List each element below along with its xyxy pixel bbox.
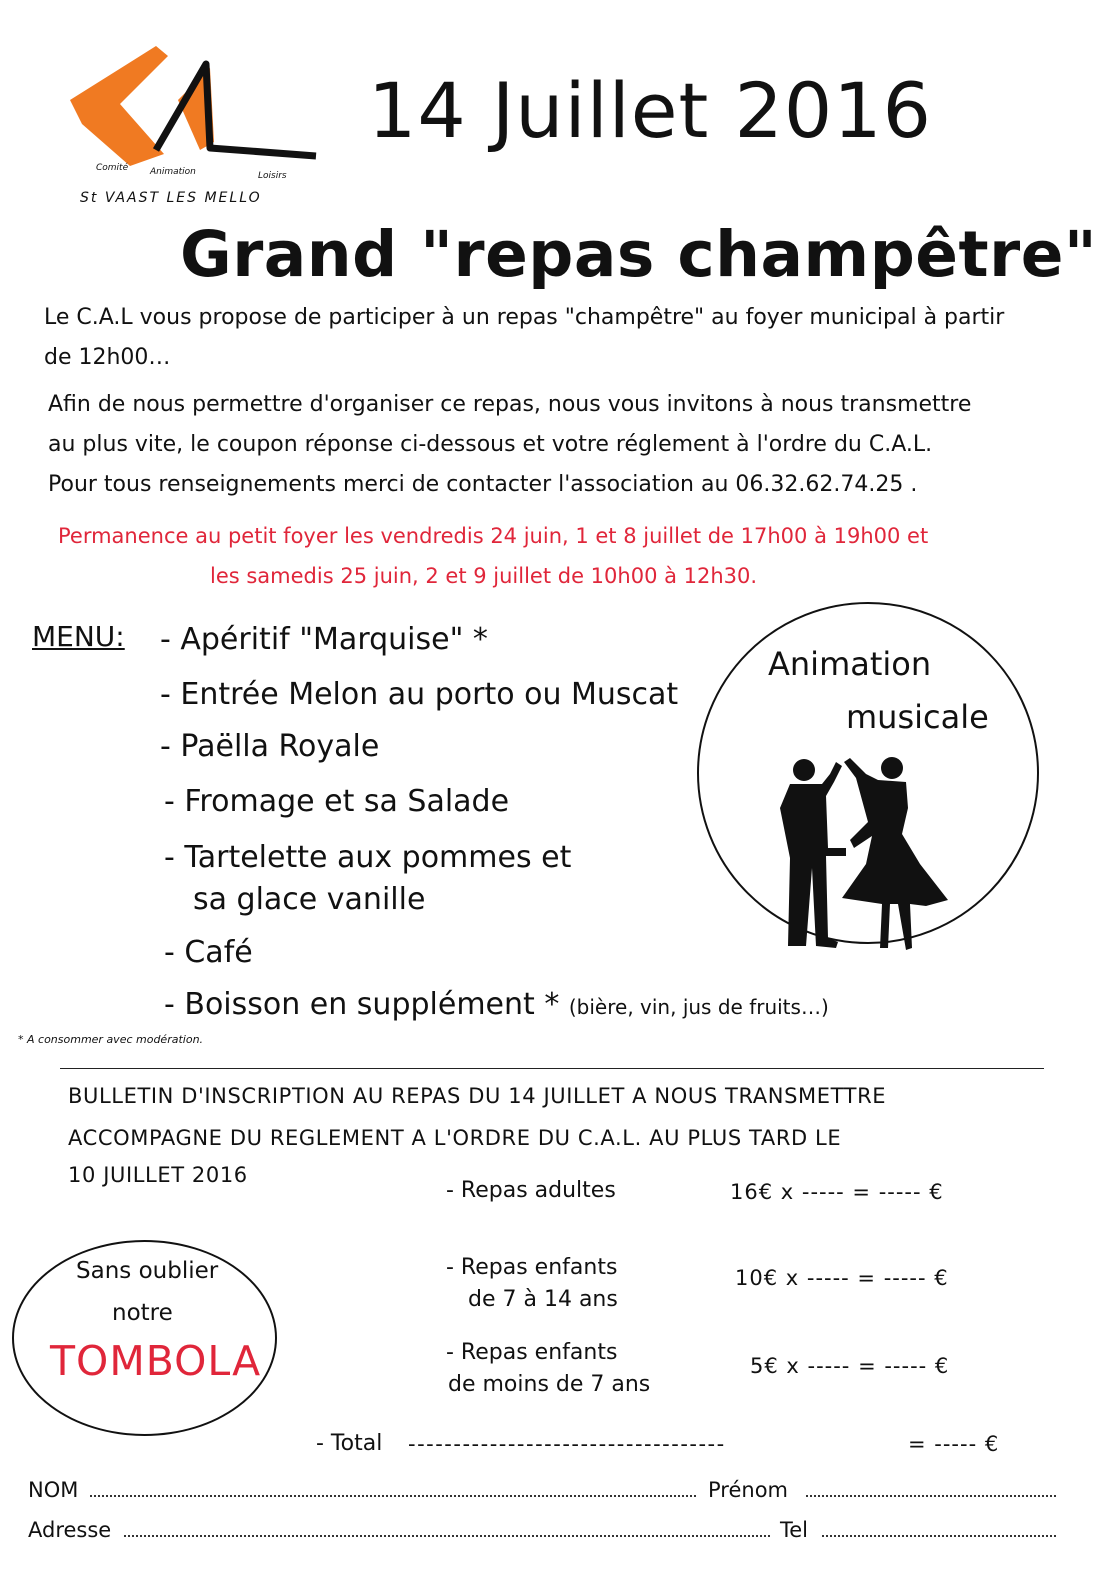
price-enfants-moins-7-age: de moins de 7 ans xyxy=(448,1372,651,1397)
menu-item-entree: - Entrée Melon au porto ou Muscat xyxy=(160,677,679,712)
price-enfants-moins-7-calc: 5€ x ----- = ----- € xyxy=(750,1354,950,1378)
tombola-line-1: Sans oublier xyxy=(76,1258,219,1284)
event-date: 14 Juillet 2016 xyxy=(368,66,932,155)
footnote: * A consommer avec modération. xyxy=(18,1033,204,1046)
boisson-label: - Boisson en supplément * xyxy=(164,987,560,1022)
intro-line-3: Afin de nous permettre d'organiser ce repas, nous vous invitons à nous transmettre xyxy=(48,392,972,417)
price-enfants-7-14-label: - Repas enfants xyxy=(446,1255,618,1280)
cal-logo-icon xyxy=(60,38,330,213)
logo-subtitle-animation: Animation xyxy=(150,167,196,177)
total-dashes: ----------------------------------- xyxy=(408,1432,726,1456)
bulletin-line-1: BULLETIN D'INSCRIPTION AU REPAS DU 14 JUILLET A NOUS TRANSMETTRE xyxy=(68,1084,887,1108)
permanence-line-1: Permanence au petit foyer les vendredis 24 juin, 1 et 8 juillet de 17h00 à 19h00 et xyxy=(58,524,929,548)
logo-town: St VAAST LES MELLO xyxy=(80,190,262,206)
bulletin-line-2: ACCOMPAGNE DU REGLEMENT A L'ORDRE DU C.A.L. AU PLUS TARD LE xyxy=(68,1126,842,1150)
price-enfants-moins-7-label: - Repas enfants xyxy=(446,1340,618,1365)
page-title: Grand "repas champêtre" xyxy=(180,218,1098,291)
intro-line-1: Le C.A.L vous propose de participer à un repas "champêtre" au foyer municipal à partir xyxy=(44,305,1005,330)
tombola-line-2: notre xyxy=(112,1300,173,1326)
nom-field-label: NOM xyxy=(28,1478,79,1502)
prenom-field-label: Prénom xyxy=(708,1478,789,1502)
logo-subtitle-comite: Comité xyxy=(96,163,129,173)
animation-title-2: musicale xyxy=(846,698,989,736)
coupon-separator xyxy=(60,1068,1044,1069)
menu-item-tartelette-cont: sa glace vanille xyxy=(193,882,426,917)
prenom-field[interactable] xyxy=(806,1494,1056,1497)
dancing-couple-icon xyxy=(770,748,950,958)
boisson-note: (bière, vin, jus de fruits…) xyxy=(568,995,829,1019)
tel-field-label: Tel xyxy=(780,1518,809,1542)
bulletin-line-3: 10 JUILLET 2016 xyxy=(68,1163,248,1187)
menu-item-aperitif: - Apéritif "Marquise" * xyxy=(160,622,488,657)
logo-subtitle-loisirs: Loisirs xyxy=(258,171,287,181)
price-enfants-7-14-age: de 7 à 14 ans xyxy=(468,1287,618,1312)
menu-item-boisson xyxy=(164,987,829,1022)
intro-line-4: au plus vite, le coupon réponse ci-dessous et votre réglement à l'ordre du C.A.L. xyxy=(48,432,933,457)
total-calc: = ----- € xyxy=(908,1432,1000,1456)
adresse-field[interactable] xyxy=(124,1534,770,1537)
menu-item-cafe: - Café xyxy=(164,935,253,970)
menu-item-tartelette: - Tartelette aux pommes et xyxy=(164,840,572,875)
price-adultes-label: - Repas adultes xyxy=(446,1178,616,1203)
adresse-field-label: Adresse xyxy=(28,1518,112,1542)
menu-item-fromage: - Fromage et sa Salade xyxy=(164,784,510,819)
total-label: - Total xyxy=(316,1431,383,1456)
animation-title-1: Animation xyxy=(768,645,932,683)
intro-line-2: de 12h00… xyxy=(44,345,171,370)
nom-field[interactable] xyxy=(90,1494,696,1497)
tel-field[interactable] xyxy=(822,1534,1056,1537)
menu-item-paella: - Paëlla Royale xyxy=(160,729,380,764)
price-adultes-calc: 16€ x ----- = ----- € xyxy=(730,1180,944,1204)
menu-label: MENU: xyxy=(32,620,125,653)
tombola-title: TOMBOLA xyxy=(50,1337,262,1385)
intro-line-5: Pour tous renseignements merci de contacter l'association au 06.32.62.74.25 . xyxy=(48,472,918,497)
permanence-line-2: les samedis 25 juin, 2 et 9 juillet de 10h00 à 12h30. xyxy=(210,564,758,588)
price-enfants-7-14-calc: 10€ x ----- = ----- € xyxy=(735,1266,949,1290)
